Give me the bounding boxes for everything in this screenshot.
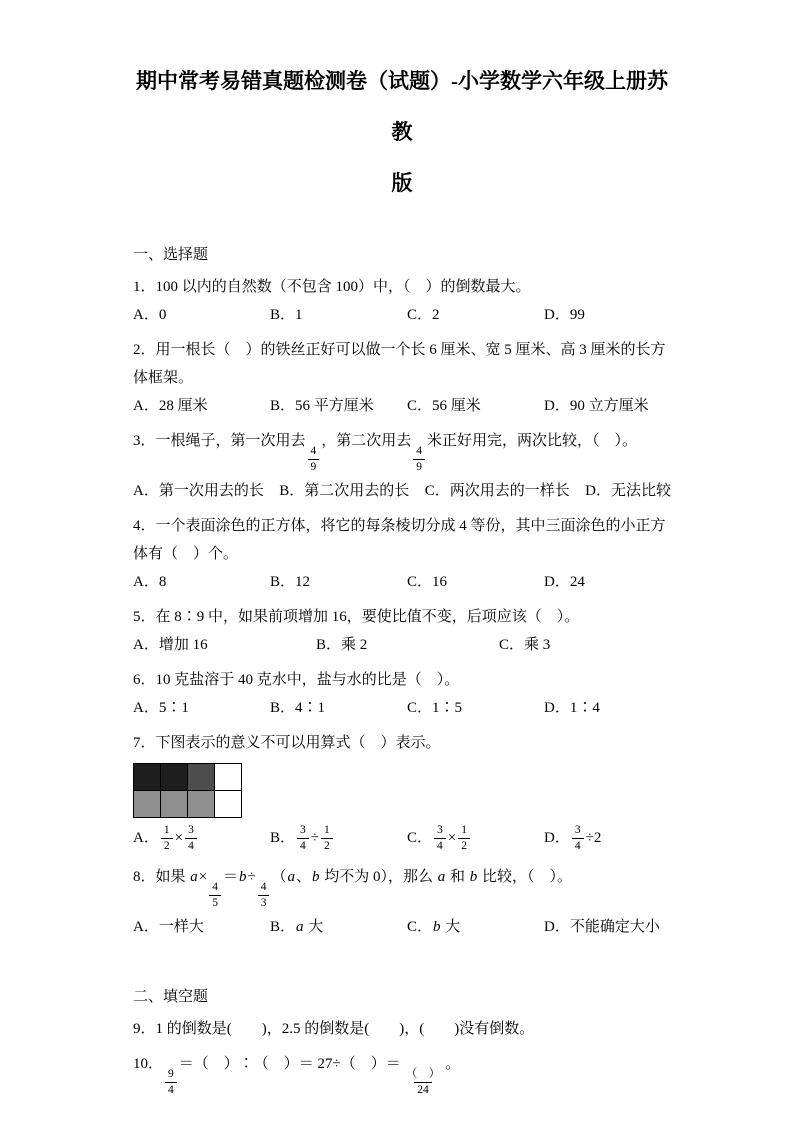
question-stem: 5．在 8∶9 中，如果前项增加 16，要使比值不变，后项应该（ ）。 [133, 608, 580, 625]
fraction [258, 878, 270, 913]
section-heading-choice: 一、选择题 [133, 247, 209, 263]
fraction-numerator: 4 [310, 445, 317, 457]
fraction-numerator: 3 [300, 823, 306, 836]
option: A．8 [133, 573, 167, 590]
question-10 [133, 1050, 671, 1100]
title-line-1: 期中常考易错真题检测卷（试题）-小学数学六年级上册苏教 [136, 69, 668, 144]
math-variable: a [190, 868, 198, 885]
option: B．乘 2 [316, 636, 368, 653]
option: B． a 大 [270, 913, 407, 941]
question-stem: 1．100 以内的自然数（不包含 100）中，（ ）的倒数最大。 [133, 279, 531, 295]
fraction [434, 821, 446, 856]
fraction-numerator: 1 [461, 823, 467, 836]
question-stem: 6．10 克盐溶于 40 克水中，盐与水的比是（ ）。 [133, 671, 460, 688]
question-8 [133, 863, 671, 941]
option: C．1∶5 [407, 699, 463, 716]
grid-cell [134, 764, 161, 791]
fraction-numerator: 3 [437, 823, 443, 836]
question-3 [133, 427, 671, 505]
option: A．0 [133, 307, 167, 323]
fraction-denominator: 4 [165, 1082, 177, 1098]
fraction-denominator: 4 [297, 838, 309, 854]
grid-cell [215, 764, 242, 791]
options-row [133, 477, 671, 505]
fraction-numerator: 3 [574, 823, 581, 836]
fraction [458, 821, 470, 856]
fraction-numerator: 1 [324, 823, 330, 836]
options-row [133, 694, 671, 722]
question-2 [133, 336, 671, 420]
fraction [209, 878, 221, 913]
option: D．不能确定大小 [544, 918, 660, 935]
question-stem: 3．一根绳子，第一次用去 $\frac{4}{9}$ ，第二次用去 $\frac{4}{9}$ 米正好用完，两次比较，（ ）。 [133, 427, 671, 477]
options-row [133, 392, 671, 420]
option: A．增加 16 [133, 636, 208, 653]
options-row [133, 301, 671, 329]
math-variable: a [296, 918, 304, 935]
fraction-denominator: 3 [258, 895, 270, 911]
question-4 [133, 512, 671, 596]
grid-cell [134, 791, 161, 818]
fraction-denominator: 9 [413, 459, 425, 475]
fraction-denominator: 4 [572, 838, 584, 854]
question-stem: 7．下图表示的意义不可以用算式（ ）表示。 [133, 734, 441, 751]
option: B． $\frac{3}{4}$ ÷ $\frac{1}{2}$ [270, 821, 407, 856]
fraction [321, 821, 333, 856]
options-row [133, 821, 671, 856]
option: C．两次用去的一样长 [424, 482, 570, 499]
question-stem: 10． $\frac{9}{4}$ ＝（ ）∶（ ）＝ 27÷（ ）＝ $\frac{( )}{24}$ 。 [133, 1050, 671, 1100]
fraction-denominator: 2 [161, 838, 173, 854]
question-stem: 2．用一根长（ ）的铁丝正好可以做一个长 6 厘米、宽 5 厘米、高 3 厘米的长方体框架。 [133, 342, 666, 386]
math-variable: b [239, 868, 247, 885]
option: D． $\frac{3}{4}$ ÷2 [544, 821, 601, 856]
fraction-numerator: 9 [168, 1067, 174, 1080]
fraction-denominator: 4 [434, 838, 446, 854]
question-stem: 4．一个表面涂色的正方体，将它的每条棱切分成 4 等份，其中三面涂色的小正方体有（ ）个。 [133, 517, 666, 562]
option: A． $\frac{1}{2}$ × $\frac{3}{4}$ [133, 821, 270, 856]
grid-cell [161, 791, 188, 818]
options-row [133, 568, 671, 596]
fraction-numerator: 4 [212, 880, 218, 893]
option: C．56 厘米 [407, 398, 481, 414]
question-7 [133, 729, 671, 856]
option: A．一样大 [133, 918, 204, 935]
option: B．12 [270, 573, 311, 590]
option: B．1 [270, 307, 303, 323]
option: B．4∶1 [270, 699, 326, 716]
option: C．16 [407, 573, 448, 590]
grid-cell [188, 764, 215, 791]
option: C． $\frac{3}{4}$ × $\frac{1}{2}$ [407, 821, 544, 856]
option: D．无法比较 [585, 482, 671, 499]
fraction-numerator: （ ） [405, 1067, 441, 1080]
math-variable: b [433, 918, 441, 935]
math-variable: b [312, 868, 320, 885]
fraction-denominator: 9 [308, 459, 320, 475]
fraction-denominator: 2 [321, 838, 333, 854]
option: D．24 [544, 573, 585, 590]
math-variable: a [437, 868, 446, 885]
fraction-numerator: 1 [163, 823, 170, 836]
options-row [133, 913, 671, 941]
title-line-2: 版 [391, 171, 413, 195]
option: A．第一次用去的长 [133, 482, 264, 499]
question-stem: 8．如果 a× $\frac{4}{5}$ ＝b÷ $\frac{4}{3}$ （a、b 均不为 0），那么 a 和 b 比较，（ ）。 [133, 863, 671, 913]
grid-cell [161, 764, 188, 791]
option: D．1∶4 [544, 699, 600, 716]
option: C．2 [407, 307, 440, 323]
question-5 [133, 603, 671, 659]
grid-cell [215, 791, 242, 818]
fraction-numerator: 3 [188, 823, 194, 836]
fill-questions-list [133, 1015, 671, 1100]
section-heading-fill: 二、填空题 [133, 988, 209, 1005]
option: D．90 立方厘米 [544, 398, 649, 414]
option: A．28 厘米 [133, 398, 208, 414]
fraction-denominator: 2 [458, 838, 470, 854]
document-title [133, 56, 671, 209]
fraction-denominator: 24 [414, 1082, 432, 1098]
math-variable: a [287, 868, 295, 885]
option: D．99 [544, 307, 585, 323]
choice-questions-list [133, 273, 671, 941]
fraction-numerator: 4 [416, 445, 423, 457]
option: B．第二次用去的长 [279, 482, 410, 499]
fraction [165, 1065, 177, 1100]
fraction [572, 821, 584, 856]
option: A．5∶1 [133, 699, 189, 716]
fraction-numerator: 4 [260, 880, 267, 893]
question-9 [133, 1015, 671, 1043]
fraction-denominator: 5 [209, 895, 221, 911]
shaded-grid-figure [133, 763, 242, 818]
question-6 [133, 666, 671, 722]
option: C．乘 3 [499, 636, 551, 653]
grid-cell [188, 791, 215, 818]
options-row [133, 631, 671, 659]
fraction [308, 442, 320, 477]
fraction [297, 821, 309, 856]
fraction [403, 1065, 444, 1100]
question-stem: 9．1 的倒数是( )，2.5 的倒数是( )，( )没有倒数。 [133, 1020, 535, 1037]
question-1 [133, 273, 671, 329]
fraction [413, 442, 425, 477]
fraction-denominator: 4 [185, 838, 197, 854]
math-variable: b [469, 868, 478, 885]
option: C． b 大 [407, 913, 544, 941]
fraction [185, 821, 197, 856]
fraction [161, 821, 173, 856]
option: B．56 平方厘米 [270, 398, 374, 414]
